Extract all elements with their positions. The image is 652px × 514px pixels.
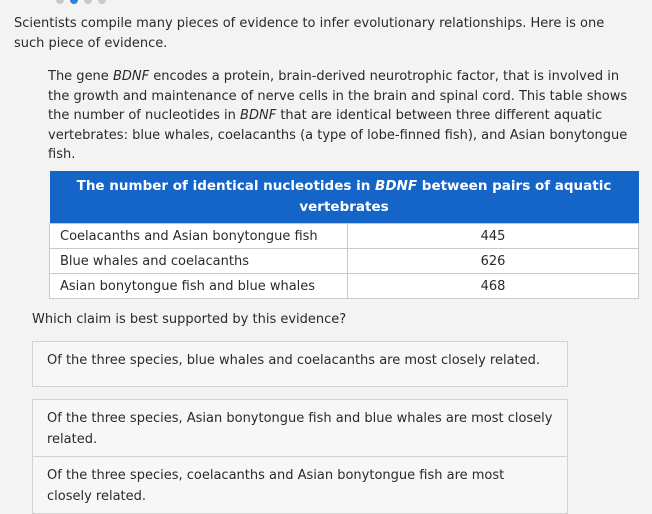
answer-choice-label: Of the three species, coelacanths and Asian bonytongue fish are most closely related. [47,468,505,504]
nucleotide-count-cell: 626 [348,249,639,274]
species-pair-cell: Coelacanths and Asian bonytongue fish [50,224,348,249]
gene-name: BDNF [112,69,150,84]
table-row [50,249,639,274]
progress-dot-active[interactable] [70,0,78,4]
answer-choice-2[interactable] [32,399,568,457]
gene-name: BDNF [375,178,418,194]
passage-text: encodes a protein, brain-derived neurotrophic factor, that is involved in the growth and maintenance of nerve cells in the brain and spinal cord. This table shows the number of nucleotides in [48,69,628,123]
intro-text: Scientists compile many pieces of evidence to infer evolutionary relationships. Here is one such piece of evidence. [14,16,605,51]
gene-name: BDNF [240,108,277,123]
progress-dots [56,0,106,4]
passage [48,67,638,165]
progress-dot[interactable] [56,0,64,4]
answer-choice-label: Of the three species, Asian bonytongue fish and blue whales are most closely related. [47,411,553,447]
table-row [50,274,639,299]
table-title-text: The number of identical nucleotides in [76,178,376,194]
table-title-text: between pairs of aquatic vertebrates [299,178,612,215]
progress-dot[interactable] [98,0,106,4]
answer-choice-3[interactable] [32,456,568,514]
answer-choice-label: Of the three species, blue whales and coelacanths are most closely related. [47,353,541,368]
table-row [50,224,639,249]
nucleotide-count-cell: 468 [348,274,639,299]
answer-choice-1[interactable] [32,341,568,387]
passage-text: The gene [48,69,113,84]
species-pair-cell: Blue whales and coelacanths [50,249,348,274]
progress-dot[interactable] [84,0,92,4]
table-title [50,171,639,224]
question-prompt: Which claim is best supported by this evidence? [32,312,347,327]
species-pair-cell: Asian bonytongue fish and blue whales [50,274,348,299]
nucleotide-count-cell: 445 [348,224,639,249]
nucleotide-table [49,171,639,299]
passage-text: that are identical between three different aquatic vertebrates: blue whales, coelacanths (a type of lobe-finned fish), and Asian bonytongue fish. [48,108,628,162]
